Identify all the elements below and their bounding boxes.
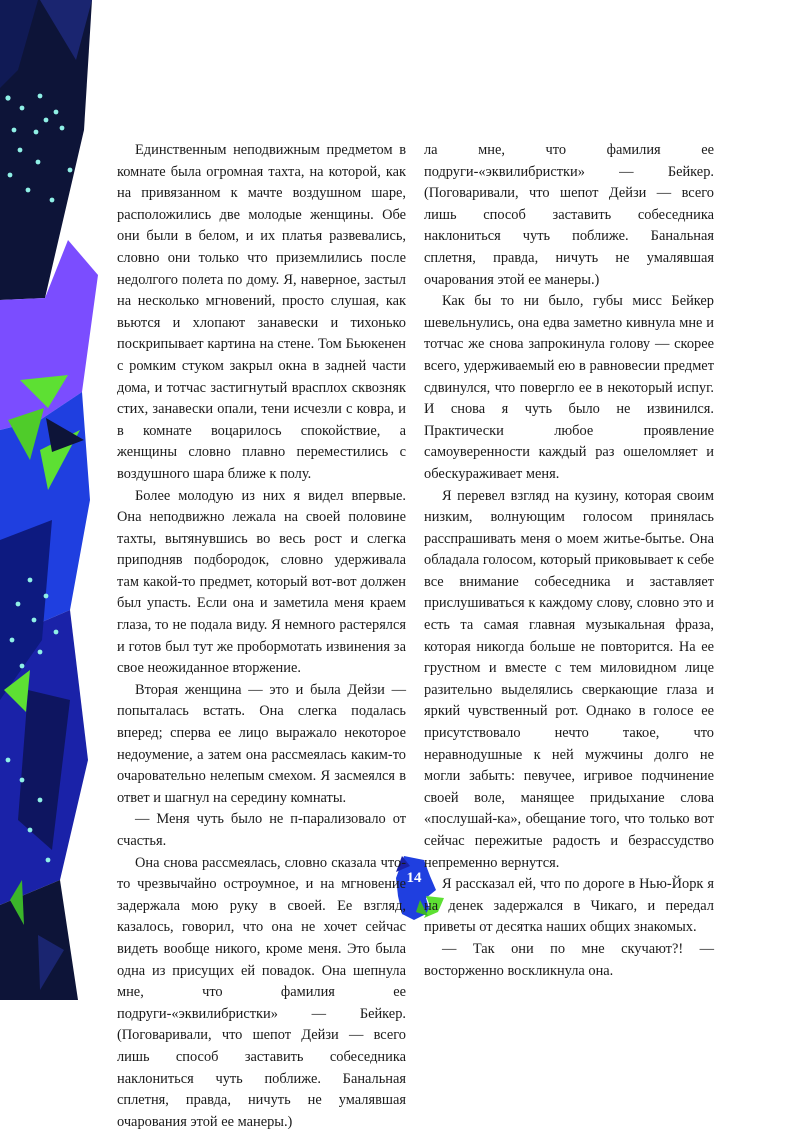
paragraph: — Так они по мне скучают?! — восторженно воскликнула она.	[424, 940, 714, 979]
paragraph: — Меня чуть было не п-парализовало от счастья.	[117, 811, 406, 849]
paragraph: Единственным неподвижным предметом в комнате была огромная тахта, на которой, как на привязанном к мачте воздушном шаре, расположились две молодые женщины. Обе они были в белом, и их платья развевались, словно они только что приземлились после недолгого полета по дому. Я, наверное, застыл на несколько мгновений, просто слушая, как вьются и хлопают занавески и тихонько поскрипывает картина на стене. Том Бьюкенен с ромким стуком закрыл окна в задней части дома, и тотчас застигнутый врасплох сквозняк стих, занавески опали, тени исчезли с ковра, и в комнате воцарилось спокойствие, а женщины словно плавно переместились с воздушного шара ближе к полу.	[117, 142, 406, 482]
text-column-right	[424, 140, 714, 982]
paragraph: Она снова рассмеялась, словно сказала что-то чрезвычайно остроумное, и на мгновение задержала мою руку в своей. Ее взгляд, казалось, говорил, что она не хочет сейчас видеть вообще никого, кроме меня. Это была одна из присущих ей повадок. Она шепнула мне, что фамилия ее подруги-«эквилибристки» — Бейкер. (Поговаривали, что шепот Дейзи — всего лишь способ заставить собеседника наклониться чуть поближе. Банальная сплетня, правда, ничуть не умалявшая очарования этой ее манеры.)	[117, 854, 406, 1130]
paragraph: Как бы то ни было, губы мисс Бейкер шевельнулись, она едва заметно кивнула мне и тотчас же снова запрокинула голову — скорее всего, удерживаемый ею в равновесии предмет сдвинулся, что повергло ее в некоторый испуг. И снова я чуть было не извинился. Практически любое проявление самоуверенности каждый раз ошеломляет и обескураживает меня.	[424, 293, 714, 482]
left-polygon-art	[0, 0, 98, 1000]
paragraph: Вторая женщина — это и была Дейзи — попыталась встать. Она слегка подалась вперед; сперва ее лицо выражало некоторое недоумение, а затем она рассмеялась каким-то очаровательно нелепым смехом. Я засмеялся в ответ и шагнул на середину комнаты.	[117, 681, 406, 806]
paragraph: Я перевел взгляд на кузину, которая своим низким, волнующим голосом принялась расспрашивать меня о моем житье-бытье. Она обладала голосом, который приковывает к себе все внимание собеседника и заставляет прислушиваться к каждому слову, словно это и есть та самая главная музыкальная фраза, которая никогда больше не повторится. На ее грустном и вместе с тем миловидном лице разительно выделялись сверкающие глаза и яркий чувственный рот. Однако в голосе ее присутствовало нечто такое, что неравнодушные к ней мужчины долго не могли забыть: певучее, игривое подчинение своей воле, манящее придыхание слова «послушай-ка», обещание того, что только вот сейчас пережитые радость и безрассудство непременно вернутся.	[424, 487, 714, 871]
paragraph: Более молодую из них я видел впервые. Она неподвижно лежала на своей половине тахты, вытянувшись во весь рост и слегка приподняв подбородок, словно удерживала там какой-то предмет, который вот-вот должен был упасть. Если она и заметила меня краем глаза, то не подала виду. Я немного растерялся и готов был тут же пробормотать извинения за свое неожиданное вторжение.	[117, 487, 406, 677]
paragraph: Я рассказал ей, что по дороге в Нью-Йорк я на денек задержался в Чикаго, и передал приветы от десятка наших общих знакомых.	[424, 876, 714, 936]
text-column-left	[117, 140, 406, 1133]
page-number: 14	[406, 870, 422, 886]
paragraph-continuation: ла мне, что фамилия ее подруги-«эквилибристки» — Бейкер. (Поговаривали, что шепот Дейзи — всего лишь способ заставить собеседника наклониться чуть поближе. Банальная сплетня, правда, ничуть не умалявшая очарования этой ее манеры.)	[424, 142, 714, 288]
